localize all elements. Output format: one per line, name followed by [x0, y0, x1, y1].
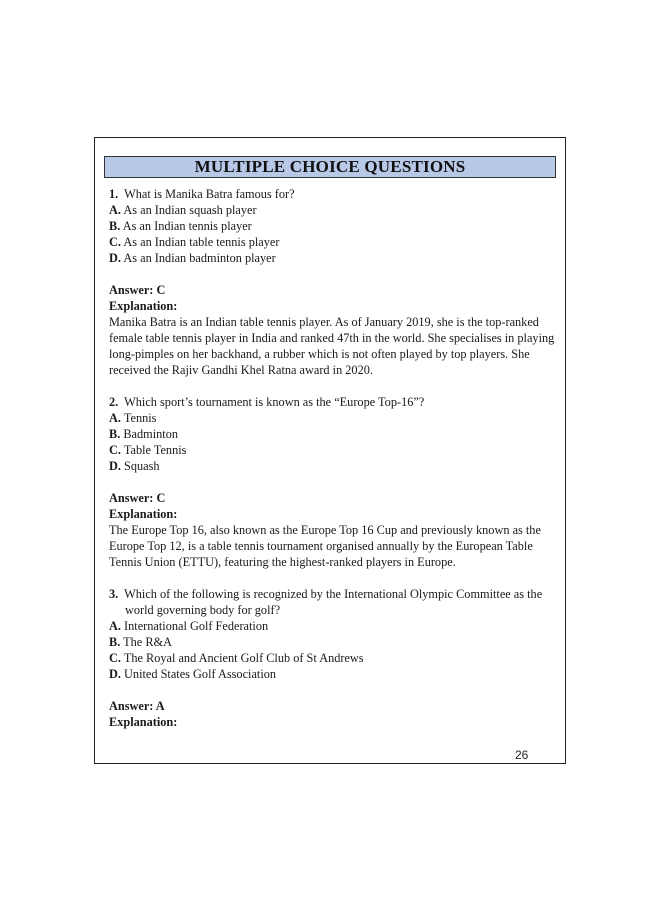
- question-prompt: Which sport’s tournament is known as the “Europe Top-16”?: [124, 395, 425, 409]
- option-item: [109, 442, 555, 458]
- option-text: Badminton: [123, 427, 179, 441]
- question-text-continued: world governing body for golf?: [125, 603, 281, 617]
- option-item: [109, 250, 555, 266]
- option-letter: C.: [109, 235, 121, 249]
- explanation-line: Manika Batra is an Indian table tennis player. As of January 2019, she is the top-ranked: [109, 315, 539, 329]
- option-item: [109, 218, 555, 234]
- option-text: As an Indian table tennis player: [123, 235, 280, 249]
- option-letter: D.: [109, 251, 121, 265]
- option-letter: B.: [109, 635, 121, 649]
- question-block: [109, 586, 555, 730]
- explanation-line: long-pimples on her backhand, a rubber which is not often played by top players. She: [109, 347, 530, 361]
- option-item: [109, 666, 555, 682]
- question-number: 1.: [109, 187, 119, 201]
- question-block: [109, 186, 555, 378]
- option-item: [109, 426, 555, 442]
- question-number: 2.: [109, 395, 119, 409]
- option-letter: C.: [109, 443, 121, 457]
- explanation-label: Explanation:: [109, 507, 178, 521]
- option-letter: A.: [109, 411, 121, 425]
- question-text: [109, 586, 555, 602]
- question-block: [109, 394, 555, 570]
- option-text: United States Golf Association: [124, 667, 277, 681]
- option-item: [109, 410, 555, 426]
- explanation-label: Explanation:: [109, 299, 178, 313]
- option-item: [109, 634, 555, 650]
- question-prompt: What is Manika Batra famous for?: [124, 187, 295, 201]
- option-letter: C.: [109, 651, 121, 665]
- option-letter: A.: [109, 619, 121, 633]
- option-item: [109, 202, 555, 218]
- explanation-line: received the Rajiv Gandhi Khel Ratna award in 2020.: [109, 363, 373, 377]
- answer-label: Answer: C: [109, 491, 166, 505]
- option-text: The Royal and Ancient Golf Club of St Andrews: [123, 651, 364, 665]
- option-item: [109, 650, 555, 666]
- option-letter: B.: [109, 219, 121, 233]
- questions-content: [109, 186, 555, 730]
- question-prompt: Which of the following is recognized by the International Olympic Committee as the: [124, 587, 543, 601]
- option-text: Table Tennis: [123, 443, 187, 457]
- option-text: As an Indian badminton player: [123, 251, 276, 265]
- option-item: [109, 458, 555, 474]
- option-letter: B.: [109, 427, 121, 441]
- option-text: The R&A: [123, 635, 172, 649]
- section-header: MULTIPLE CHOICE QUESTIONS: [104, 156, 556, 178]
- answer-label: Answer: A: [109, 699, 165, 713]
- explanation-line: Tennis Union (ETTU), featuring the highest-ranked players in Europe.: [109, 555, 456, 569]
- question-text: [109, 186, 555, 202]
- option-letter: D.: [109, 459, 121, 473]
- option-text: As an Indian tennis player: [122, 219, 252, 233]
- answer-label: Answer: C: [109, 283, 166, 297]
- option-item: [109, 618, 555, 634]
- option-text: International Golf Federation: [124, 619, 269, 633]
- explanation-line: Europe Top 12, is a table tennis tournament organised annually by the European Table: [109, 539, 533, 553]
- option-text: Squash: [124, 459, 160, 473]
- explanation-label: Explanation:: [109, 715, 178, 729]
- question-number: 3.: [109, 587, 119, 601]
- option-item: [109, 234, 555, 250]
- option-text: Tennis: [123, 411, 157, 425]
- question-text: [109, 394, 555, 410]
- option-letter: D.: [109, 667, 121, 681]
- option-text: As an Indian squash player: [123, 203, 257, 217]
- page-number: 26: [515, 748, 529, 762]
- explanation-line: The Europe Top 16, also known as the Europe Top 16 Cup and previously known as the: [109, 523, 541, 537]
- page-frame: [94, 137, 566, 764]
- option-letter: A.: [109, 203, 121, 217]
- explanation-line: female table tennis player in India and ranked 47th in the world. She specialises in playing: [109, 331, 555, 345]
